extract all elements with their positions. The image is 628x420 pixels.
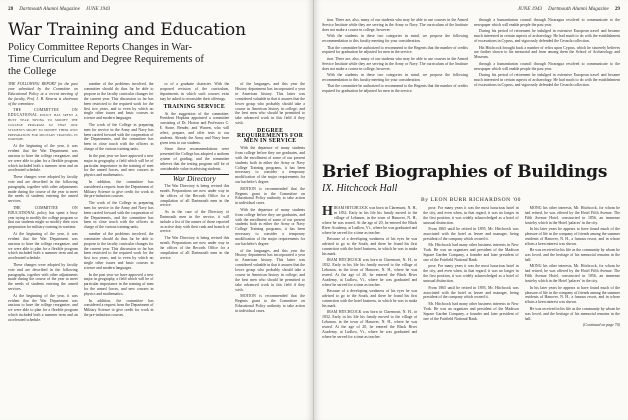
left-column-2 bbox=[84, 82, 154, 325]
drop-cap: H bbox=[322, 206, 333, 219]
bio-subtitle: IX. Hitchcock Hall bbox=[322, 183, 398, 194]
bio-column-2 bbox=[423, 206, 518, 341]
article-headline: War Training and Education bbox=[8, 20, 246, 40]
bio-column-1 bbox=[322, 206, 417, 341]
page-number: 28 bbox=[8, 6, 14, 12]
bio-columns bbox=[322, 206, 620, 341]
magazine-title: Dartmouth Alumni Magazine bbox=[19, 6, 80, 12]
right-column-1 bbox=[322, 18, 468, 158]
paragraph: In addition, the committee has considered a request from the Department of Military Science to give credit for work in the pre-induction courses. bbox=[83, 179, 154, 199]
section-subhead: DEGREE REQUIREMENTS FOR MEN IN SERVICE bbox=[237, 128, 304, 144]
paragraph: Mr. Hitchcock had many other business interests in New York. He was an organizer and president of the Madison Square Garden Company, a founder and later president of one of the Fairfield National Bank. bbox=[423, 301, 519, 321]
paragraph: With the departure of many students from college before they are graduates, and with the enrollment of some of our present students both in either the Army or Navy College Training programs, it has been necessary to consider a temporary modification of the major requirements for our bachelor's degree. bbox=[235, 145, 305, 185]
paragraph: He was received in his life as the community by whom he was loved, and the heritage of his memorial remains in the hall. bbox=[524, 306, 620, 321]
paragraph: Because of a developing weakness of his eyes he was advised to go to the South, and there he found his first connection with the hotel business, in which he was to make his mark. bbox=[322, 289, 418, 308]
paragraph: pose. For many years it was the most luxurious hotel in the city, and even when, in that regard, it was no longer in the first position, it was widely acknowledged as a hotel of unusual distinction. bbox=[423, 264, 519, 284]
paragraph bbox=[322, 206, 417, 235]
right-column-2 bbox=[474, 18, 620, 158]
paragraph: tion. There are, also, many of our students who may be able to use courses in the Armed Service Institute while they are serving in the Army or Navy. The curriculum of the Institute does not make a course in college, however. bbox=[322, 56, 468, 71]
paragraph: In his later years he appears to have found much of the pleasure of life in the company of friends among the summer residents of Hanover, N. H., a famous resort, and in whose affairs a keen interest was shown. bbox=[524, 285, 620, 305]
paragraph: He was received in his life as the community by whom he was loved, and the heritage of his memorial remains in the hall. bbox=[524, 248, 620, 263]
continued-note: (Continued on page 70) bbox=[582, 322, 620, 327]
paragraph: From 1865 until he retired in 1895, Mr. Hitchcock was associated with the hotel as lessee and manager, being president of the company which owned it. bbox=[423, 285, 519, 300]
paragraph: number of the problems involved, the committee should do thus far be able to propose to the faculty curricular changes for the current year. This discussion so far has been restricted to the required work for the first two years, and to even by which no single other issues and basic courses in science and modern languages. bbox=[83, 82, 154, 121]
paragraph: of the languages, and this year the History department has incorporated a year in American history. This latter was considered valuable in that it assures that the lower group who probably should take a course in American history in college, and the best men who should be permitted to take advanced work in this field if they wish. bbox=[235, 82, 305, 126]
paragraph: Because of a developing weakness of his eyes he was advised to go to the South, and there he found his first connection with the hotel business, in which he was to make his mark. bbox=[322, 236, 418, 256]
page-number: 29 bbox=[614, 6, 620, 12]
paragraph: These changes were adopted by faculty vote and are described in the following paragraphs, together with other adjustments made during the course of the year to meet the needs of students entering the armed services. bbox=[8, 262, 78, 292]
left-columns bbox=[8, 82, 305, 325]
byline: By LEON BURR RICHARDSON '00 bbox=[420, 197, 521, 203]
paragraph: The work of the College in preparing men for service in the Army and Navy has been carried forward with the cooperation of the Departments, and the committee has been in close touch with the officers in charge of the various training units. bbox=[83, 200, 154, 230]
paragraph: tion. There are, also, many of our students who may be able to use courses in the Armed Service Institute while they are serving in the Army or Navy. The curriculum of the Institute does not make a course in college, however. bbox=[322, 18, 468, 32]
paragraph: number of the problems involved, the committee should do thus far be able to propose to the faculty curricular changes for the current year. This discussion so far has been restricted to the required work for the first two years, and to even by which no single other issues and basic courses in science and modern languages. bbox=[83, 231, 154, 271]
paragraph: MONG his other interests, Mr. Hitchcock, for whom he had retired, he was offered by the Hotel Fifth Avenue. The Fifth Avenue Hotel, constructed in 1856, an immense hostelry which in the Hotel 'palaces' in the city. bbox=[524, 206, 620, 225]
paragraph: At the beginning of the year, it was evident that the War Department was anxious to have the college reorganize, and we were able to plan for a flexible program which included both a summer term and an accelerated schedule. bbox=[8, 293, 78, 323]
bio-column-3 bbox=[525, 206, 620, 341]
paragraph: MOTION is recommended that the Regents grant to the Committee on Educational Policy authority to take action in individual cases. bbox=[235, 294, 305, 313]
paragraph: Mr. Hitchcock had many other business interests in New York. He was an organizer and president of the Madison Square Garden Company, a founder and later president of one of the Fairfield National Bank. bbox=[423, 243, 519, 263]
right-page bbox=[314, 0, 628, 420]
issue-date: JUNE 1943 bbox=[85, 6, 111, 12]
paragraph: His Hitchcock brought back a number of relics upon Cyprus, which he sincerely believes are further shown to his memorial and from among them the School of Archaeology and Museum. bbox=[474, 45, 620, 60]
paragraph: or of a graduate character. With the proposed revision of the curriculum, departments in which such courses exist may be asked to reconsider their offerings. bbox=[159, 82, 230, 101]
paragraph: pose. For many years it was the most luxurious hotel in the city, and even when, in that regard, it was no longer in the first position, it was widely acknowledged as a hotel of unusual distinction. bbox=[423, 206, 519, 225]
intro-note: THE FOLLOWING REPORT for the past year submitted by the Committee on Educational Policy at a recent meeting of the faculty, Prof. J. B. Stearns is chairman of the committee. bbox=[8, 82, 78, 106]
paragraph: During his period of retirement he indulged in extensive European travel and became much interested in certain aspects of archaeology. He had much to do with the establishment of excavations in Cyprus, and vigorously defended the Cesnola collection. bbox=[474, 29, 620, 44]
paragraph: With the departure of many students from college before they are graduates, and with the enrollment of some of our present students both in either the Army or Navy College Training programs, it has been necessary to consider a temporary modification of the major requirements for our bachelor's degree. bbox=[235, 207, 305, 247]
left-column-4 bbox=[235, 82, 305, 325]
paragraph: THE COMMITTEE ON EDUCATIONAL policy has spent a busy year trying to modify the college program so that our students might so modify their own preparation for military training in wartime. bbox=[8, 108, 78, 142]
paragraph: With the students in these two categories in mind, we propose the following recommendation to this faculty meeting for your consideration. bbox=[322, 73, 468, 82]
paragraph: through a humanitarian council through Nicaragua resolved to communicate to the newspaper which will enable people the past year. bbox=[474, 61, 620, 71]
section-subhead: TRAINING SERVICE bbox=[163, 103, 226, 110]
paragraph: At the beginning of the year, it was evident that the War Department was anxious to have the college reorganize, and we were able to plan for a flexible program which included both a summer term and an accelerated schedule. bbox=[8, 231, 78, 261]
left-folio bbox=[8, 4, 305, 14]
paragraph: At the beginning of the year, it was evident that the War Department was anxious to have the college reorganize, and we were able to plan for a flexible program which included both a summer term and an accelerated schedule. bbox=[8, 143, 78, 173]
paragraph: These changes were adopted by faculty vote and are described in the following paragraphs, together with other adjustments made during the course of the year to meet the needs of students entering the armed services. bbox=[8, 174, 78, 204]
magazine-title: Dartmouth Alumni Magazine bbox=[548, 6, 609, 12]
paragraph: through a humanitarian council through Nicaragua resolved to communicate to the newspaper which will enable people the past year. bbox=[474, 18, 620, 27]
paragraph: In his later years he appears to have found much of the pleasure of life in the company of friends among the summer residents of Hanover, N. H., a famous resort, and in whose affairs a keen interest was shown. bbox=[524, 227, 620, 246]
bio-headline: Brief Biographies of Buildings bbox=[322, 162, 608, 182]
paragraph: The work of the College in preparing men for service in the Army and Navy has been carried forward with the cooperation of the Departments, and the committee has been in close touch with the officers in charge of the various training units. bbox=[83, 122, 154, 152]
paragraph: During his period of retirement he indulged in extensive European travel and became much interested in certain aspects of archaeology. He had much to do with the establishment of excavations in Cyprus, and vigorously defended the Cesnola collection. bbox=[474, 73, 620, 87]
paragraph: In addition, the committee has considered a request from the Department of Military Science to give credit for work in the pre-induction courses. bbox=[83, 298, 154, 318]
left-column-1 bbox=[8, 82, 78, 325]
paragraph: MONG his other interests, Mr. Hitchcock, for whom he had retired, he was offered by the Hotel Fifth Avenue. The Fifth Avenue Hotel, constructed in 1856, an immense hostelry which in the Hotel 'palaces' in the city. bbox=[524, 264, 620, 284]
article-deck: Policy Committee Reports Changes in War-Time Curriculum and Degree Requirements of the College bbox=[8, 42, 204, 77]
paragraph: That the committee be authorized to recommend to the Regents that the number of credits required for graduation be adjusted for men in the service. bbox=[322, 84, 468, 94]
paragraph: At the suggestion of the committee, President Hopkins appointed a committee consisting of Dr. Horton and Professors C. E. Stone, Bender, and Warren, who will select, prepare, and offer tests to our students. Already the Army and Navy have given tests to our students. bbox=[159, 111, 230, 145]
sidebar-heading: War Directory bbox=[172, 173, 216, 183]
issue-date: JUNE 1943 bbox=[517, 6, 543, 12]
paragraph: In the past year we have approved a new major in geography, a field which will be of particular importance in the training of men for the armed forces, and new courses in physics and mathematics. bbox=[83, 153, 154, 178]
paragraph: In the past year we have approved a new major in geography, a field which will be of particular importance in the training of men for the armed forces, and new courses in physics and mathematics. bbox=[83, 272, 154, 297]
paragraph: That the committee be authorized to recommend to the Regents that the number of credits required for graduation be adjusted for men in the service. bbox=[322, 45, 468, 55]
paragraph: MOTION is recommended that the Regents grant to the Committee on Educational Policy authority to take action in individual cases. bbox=[235, 186, 305, 206]
sidebar-paragraph: The War Directory is being revised this month. Preparations are now under way in the offices of the Records Office for a compilation of all Dartmouth men in the service. bbox=[159, 235, 230, 260]
sidebar-paragraph: As in the case of the Directory of Dartmouth men in the service, it will include a list of the names of those reported on active duty with their rank and branch of service. bbox=[159, 209, 230, 234]
right-folio bbox=[322, 4, 620, 14]
paragraph: THE COMMITTEE ON EDUCATIONAL policy has spent a busy year trying to modify the college program so that our students might so modify their own preparation for military training in wartime. bbox=[8, 205, 78, 230]
left-column-3 bbox=[160, 82, 230, 325]
paragraph: IRAM HITCHCOCK was born in Claremont, N. H., in 1832. Early in his life his family moved to the village of Lebanon, in the town of Hanover, N. H., where he was reared. At the age of 20, he entered the Black River Academy, at Ludlow, Vt., where he was graduated and where he served for a time as teacher. bbox=[322, 258, 418, 287]
paragraph-text: IRAM HITCHCOCK was born in Claremont, N. H., in 1832. Early in his life his family moved to the village of Lebanon, in the town of Hanover, N. H., where he was reared. At the age of 20, he entered the Black River Academy, at Ludlow, Vt., where he was graduated and where he served for a time as teacher. bbox=[322, 206, 418, 235]
paragraph: Since these recommendations were presented the College has adopted a uniform system of grading, and the committee believes that the testing program will be of considerable value in advising students. bbox=[159, 147, 230, 171]
sidebar-paragraph: The War Directory is being revised this month. Preparations are now under way in the offices of the Records Office for a compilation of all Dartmouth men in the service. bbox=[159, 183, 230, 208]
paragraph: With the students in these two categories in mind, we propose the following recommendation to this faculty meeting for your consideration. bbox=[322, 34, 468, 44]
paragraph: of the languages, and this year the History department has incorporated a year in American history. This latter was considered valuable in that it assures that the lower group who probably should take a course in American history in college, and the best men who should be permitted to take advanced work in this field if they wish. bbox=[235, 248, 305, 292]
right-top-columns bbox=[322, 18, 620, 158]
paragraph: IRAM HITCHCOCK was born in Claremont, N. H., in 1832. Early in his life his family moved to the village of Lebanon, in the town of Hanover, N. H., where he was reared. At the age of 20, he entered the Black River Academy, at Ludlow, Vt., where he was graduated and where he served for a time as teacher. bbox=[322, 310, 418, 339]
paragraph: From 1865 until he retired in 1895, Mr. Hitchcock was associated with the hotel as lessee and manager, being president of the company which owned it. bbox=[423, 227, 519, 241]
